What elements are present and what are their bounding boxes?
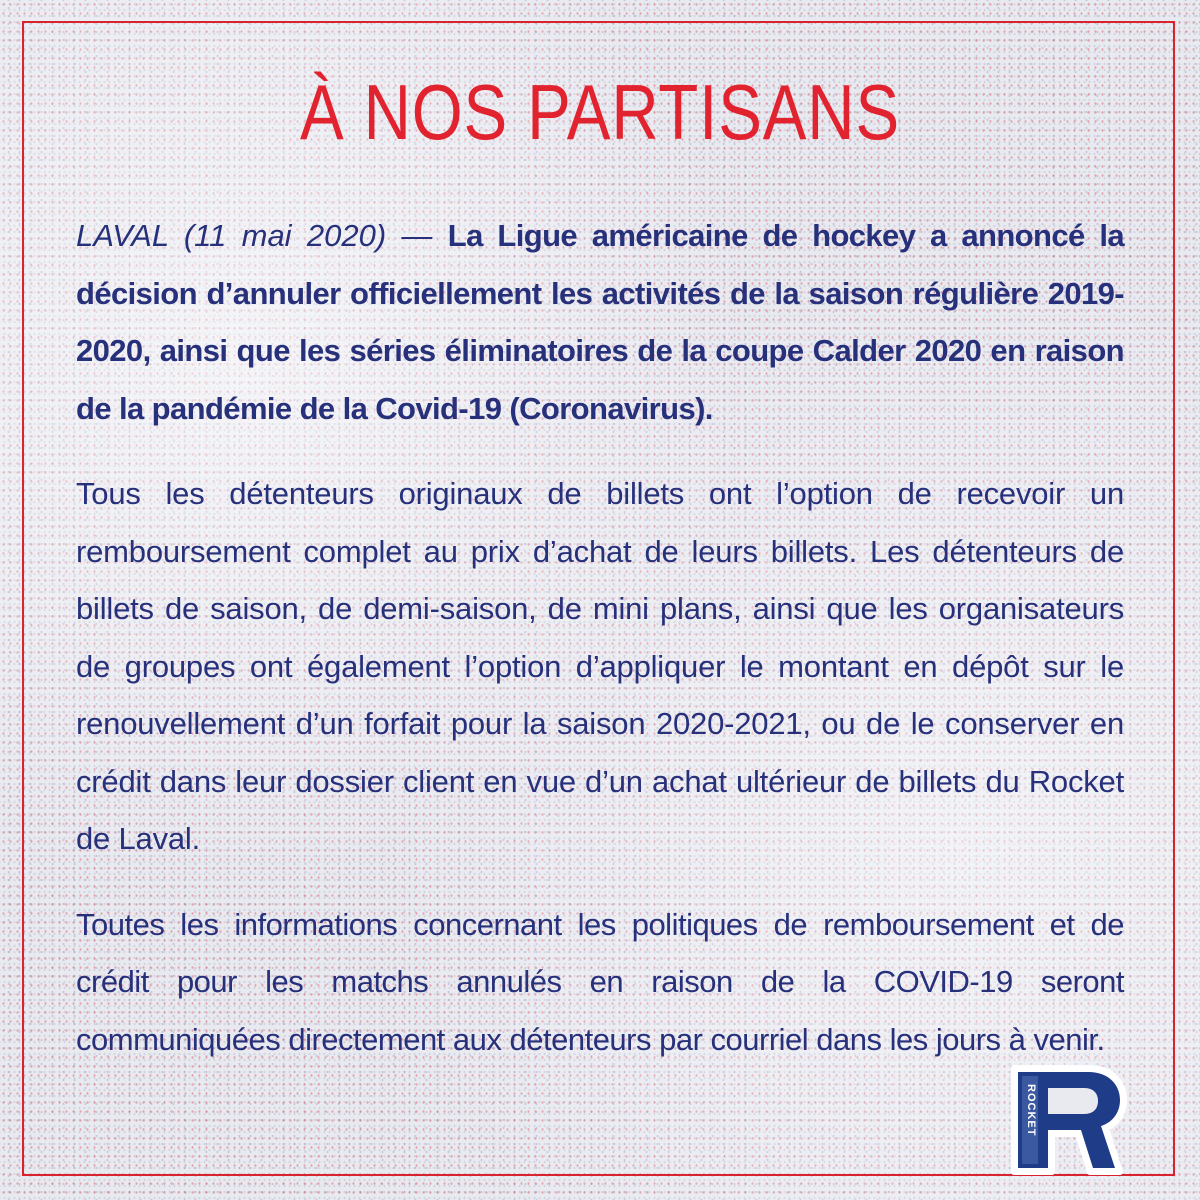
rocket-logo: [1010, 1064, 1128, 1176]
announcement-body: [76, 207, 1124, 1096]
paragraph-refund: Tous les détenteurs originaux de billets ont l’option de recevoir un remboursement complet au prix d’achat de leurs billets. Les détenteurs de billets de saison, de demi-saison, de mini plans, ainsi que les organisateurs de groupes ont également l’option d’appliquer le montant en dépôt sur le renouvellement d’un forfait pour la saison 2020-2021, ou de le conserver en crédit dans leur dossier client en vue d’un achat ultérieur de billets du Rocket de Laval.: [76, 476, 1124, 856]
logo-wordmark: ROCKET: [1025, 1084, 1037, 1137]
paragraph-information: Toutes les informations concernant les politiques de remboursement et de crédit pour les matchs annulés en raison de la COVID-19 seront communiquées directement aux détenteurs par courriel dans les jours à venir.: [76, 906, 1124, 1057]
dateline: LAVAL (11 mai 2020) —: [76, 218, 433, 253]
announcement-lead: La Ligue américaine de hockey a annoncé la décision d’annuler officiellement les activités de la saison régulière 2019-2020, ainsi que les séries éliminatoires de la coupe Calder 2020 en raison de la pandémie de la Covid-19 (Coronavirus).: [76, 218, 1124, 426]
paragraph-announcement: [76, 207, 1124, 437]
page-title: À NOS PARTISANS: [299, 68, 900, 156]
